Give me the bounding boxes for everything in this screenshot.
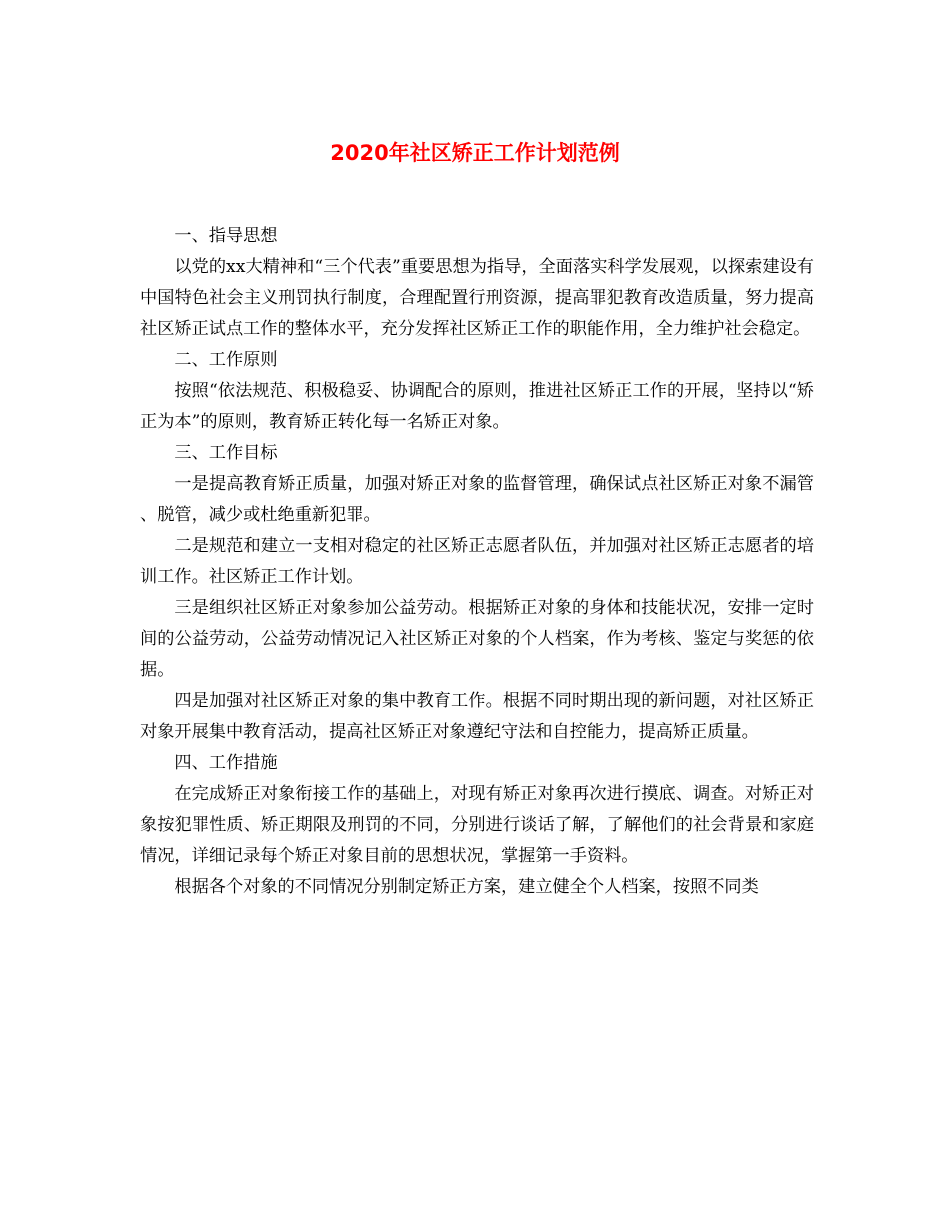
- paragraph: 一是提高教育矫正质量，加强对矫正对象的监督管理，确保试点社区矫正对象不漏管、脱管，减少或杜绝重新犯罪。: [140, 474, 814, 525]
- section-heading-work-measures: 四、工作措施: [174, 753, 278, 773]
- paragraph: 根据各个对象的不同情况分别制定矫正方案，建立健全个人档案，按照不同类: [174, 877, 759, 897]
- section-heading-guiding-ideology: 一、指导思想: [174, 226, 278, 246]
- paragraph: 四是加强对社区矫正对象的集中教育工作。根据不同时期出现的新问题，对社区矫正对象开展集中教育活动，提高社区矫正对象遵纪守法和自控能力，提高矫正质量。: [140, 691, 814, 742]
- paragraph: 三是组织社区矫正对象参加公益劳动。根据矫正对象的身体和技能状况，安排一定时间的公益劳动，公益劳动情况记入社区矫正对象的个人档案，作为考核、鉴定与奖惩的依据。: [140, 598, 814, 680]
- paragraph: 按照“依法规范、积极稳妥、协调配合的原则，推进社区矫正工作的开展，坚持以“矫正为本”的原则，教育矫正转化每一名矫正对象。: [140, 381, 814, 432]
- paragraph: 以党的xx大精神和“三个代表”重要思想为指导，全面落实科学发展观，以探索建设有中国特色社会主义刑罚执行制度，合理配置行刑资源，提高罪犯教育改造质量，努力提高社区矫正试点工作的整体水平，充分发挥社区矫正工作的职能作用，全力维护社会稳定。: [140, 257, 814, 339]
- paragraph: 二是规范和建立一支相对稳定的社区矫正志愿者队伍，并加强对社区矫正志愿者的培训工作。社区矫正工作计划。: [140, 536, 814, 587]
- paragraph: 在完成矫正对象衔接工作的基础上，对现有矫正对象再次进行摸底、调查。对矫正对象按犯罪性质、矫正期限及刑罚的不同，分别进行谈话了解，了解他们的社会背景和家庭情况，详细记录每个矫正对象目前的思想状况，掌握第一手资料。: [140, 784, 814, 866]
- section-heading-work-goals: 三、工作目标: [174, 443, 278, 463]
- document-body: [140, 221, 814, 903]
- document-title: 2020年社区矫正工作计划范例: [330, 141, 620, 165]
- section-heading-work-principles: 二、工作原则: [174, 350, 278, 370]
